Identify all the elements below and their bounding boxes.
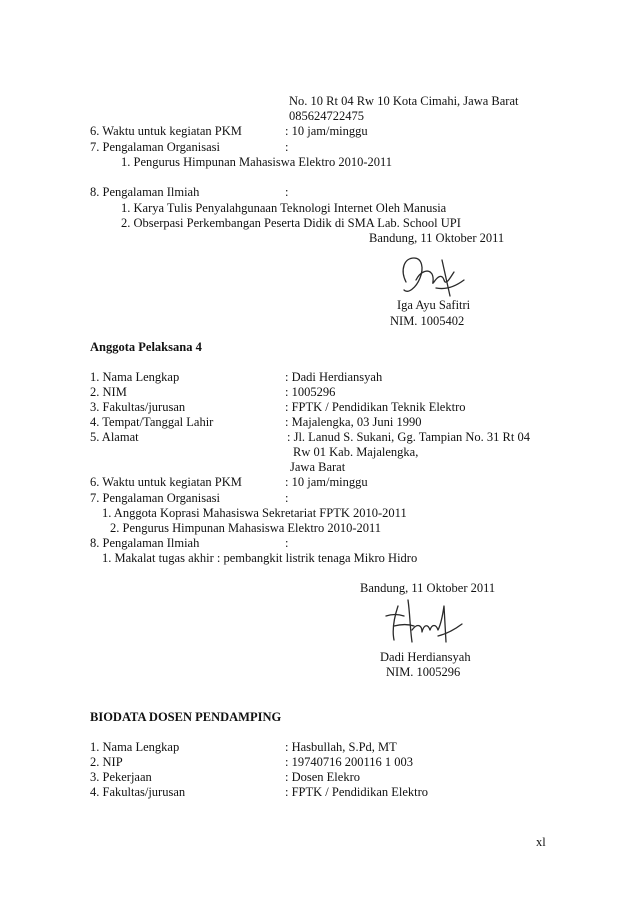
field-colon: :	[285, 140, 289, 154]
field-label: 2. NIM	[90, 385, 127, 399]
field-value: : Hasbullah, S.Pd, MT	[285, 740, 397, 754]
signature-dadi	[380, 596, 466, 646]
field-label: 8. Pengalaman Ilmiah	[90, 185, 200, 199]
address-continuation: Rw 01 Kab. Majalengka,	[293, 445, 419, 459]
field-label: 8. Pengalaman Ilmiah	[90, 536, 200, 550]
list-item: 1. Anggota Koprasi Mahasiswa Sekretariat FPTK 2010-2011	[102, 506, 407, 520]
place-date: Bandung, 11 Oktober 2011	[369, 231, 505, 245]
signer-name: Dadi Herdiansyah	[380, 650, 471, 664]
field-label: 4. Fakultas/jurusan	[90, 785, 186, 799]
field-label: 1. Nama Lengkap	[90, 370, 180, 384]
field-label: 3. Pekerjaan	[90, 770, 152, 784]
list-item: 2. Pengurus Himpunan Mahasiswa Elektro 2010-2011	[110, 521, 382, 535]
signer-nim: NIM. 1005402	[390, 314, 465, 328]
field-value: : Dosen Elekro	[285, 770, 360, 784]
field-colon: :	[285, 491, 289, 505]
field-label: 7. Pengalaman Organisasi	[90, 140, 220, 154]
field-label: 5. Alamat	[90, 430, 139, 444]
field-value: : FPTK / Pendidikan Elektro	[285, 785, 429, 799]
address-continuation: No. 10 Rt 04 Rw 10 Kota Cimahi, Jawa Barat	[289, 94, 519, 108]
signature-iga	[398, 250, 470, 300]
field-label: 7. Pengalaman Organisasi	[90, 491, 220, 505]
field-value: : 1005296	[285, 385, 336, 399]
signer-nim: NIM. 1005296	[386, 665, 461, 679]
section-heading: BIODATA DOSEN PENDAMPING	[90, 710, 282, 724]
field-value: : 19740716 200116 1 003	[285, 755, 414, 769]
field-label: 2. NIP	[90, 755, 123, 769]
phone-number: 085624722475	[289, 109, 364, 123]
address-continuation: Jawa Barat	[290, 460, 346, 474]
field-label: 3. Fakultas/jurusan	[90, 400, 186, 414]
field-colon: :	[285, 185, 289, 199]
field-value: : Majalengka, 03 Juni 1990	[285, 415, 422, 429]
field-colon: :	[285, 536, 289, 550]
place-date: Bandung, 11 Oktober 2011	[360, 581, 496, 595]
list-item: 2. Obserpasi Perkembangan Peserta Didik di SMA Lab. School UPI	[121, 216, 461, 230]
page-number: xl	[536, 835, 546, 849]
field-label: 4. Tempat/Tanggal Lahir	[90, 415, 214, 429]
list-item: 1. Pengurus Himpunan Mahasiswa Elektro 2010-2011	[121, 155, 393, 169]
field-label: 6. Waktu untuk kegiatan PKM	[90, 475, 242, 489]
list-item: 1. Makalat tugas akhir : pembangkit listrik tenaga Mikro Hidro	[102, 551, 418, 565]
field-value: : Jl. Lanud S. Sukani, Gg. Tampian No. 31 Rt 04	[287, 430, 530, 444]
list-item: 1. Karya Tulis Penyalahgunaan Teknologi Internet Oleh Manusia	[121, 201, 447, 215]
field-label: 1. Nama Lengkap	[90, 740, 180, 754]
field-value: : FPTK / Pendidikan Teknik Elektro	[285, 400, 466, 414]
section-heading: Anggota Pelaksana 4	[90, 340, 202, 354]
signer-name: Iga Ayu Safitri	[397, 298, 471, 312]
field-value: : Dadi Herdiansyah	[285, 370, 383, 384]
field-value: : 10 jam/minggu	[285, 475, 368, 489]
field-value: : 10 jam/minggu	[285, 124, 368, 138]
field-label: 6. Waktu untuk kegiatan PKM	[90, 124, 242, 138]
